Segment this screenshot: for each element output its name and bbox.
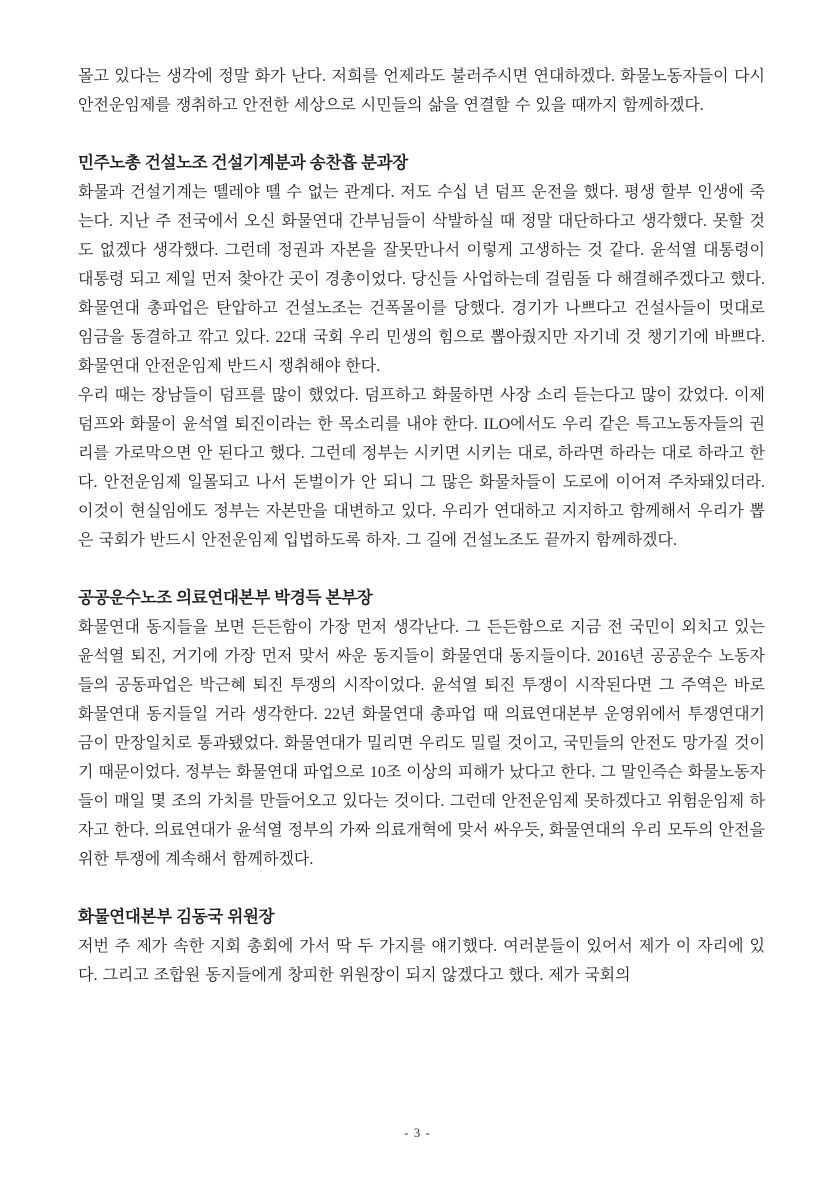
section-heading: 화물연대본부 김동국 위원장 [78,908,275,926]
continuation-paragraph: 몰고 있다는 생각에 정말 화가 난다. 저희를 언제라도 불러주시면 연대하겠다. 화물노동자들이 다시 안전운임제를 쟁취하고 안전한 세상으로 시민들의 삶을 연결할 수 있을 때까지 함께하겠다. [78,68,765,114]
section-paragraph: 우리 때는 장남들이 덤프를 많이 했었다. 덤프하고 화물하면 사장 소리 듣는다고 많이 갔었다. 이제 덤프와 화물이 윤석열 퇴진이라는 한 목소리를 내야 한다. ILO에서도 우리 같은 특고노동자들의 권리를 가로막으면 안 된다고 했다. 그런데 정부는 시키면 시키는 대로, 하라면 하라는 대로 하라고 한다. 안전운임제 일몰되고 나서 돈벌이가 안 되니 그 많은 화물차들이 도로에 이어져 주차돼있더라. 이것이 현실임에도 정부는 자본만을 대변하고 있다. 우리가 연대하고 지지하고 함께해서 우리가 뽑은 국회가 반드시 안전운임제 입법하도록 하자. 그 길에 건설노조도 끝까지 함께하겠다. [78,387,765,549]
section-cargo-union-chairman [78,903,765,990]
section-heading: 공공운수노조 의료연대본부 박경득 본부장 [78,589,373,607]
section-construction-machinery [78,149,765,555]
section-paragraph: 저번 주 제가 속한 지회 총회에 가서 딱 두 가지를 얘기했다. 여러분들이 있어서 제가 이 자리에 있다. 그리고 조합원 동지들에게 창피한 위원장이 되지 않겠다고 했다. 제가 국회의 [78,938,765,984]
document-body [78,62,765,990]
section-heading: 민주노총 건설노조 건설기계분과 송찬흡 분과장 [78,154,408,172]
page-number: - 3 - [404,1125,431,1140]
section-medical-solidarity [78,584,765,874]
section-paragraph: 화물과 건설기계는 뗄레야 뗄 수 없는 관계다. 저도 수십 년 덤프 운전을 했다. 평생 할부 인생에 죽는다. 지난 주 전국에서 오신 화물연대 간부님들이 삭발하실 때 정말 대단하다고 생각했다. 못할 것도 없겠다 생각했다. 그런데 정권과 자본을 잘못만나서 이렇게 고생하는 것 같다. 윤석열 대통령이 대통령 되고 제일 먼저 찾아간 곳이 경총이었다. 당신들 사업하는데 걸림돌 다 해결해주겠다고 했다. 화물연대 총파업은 탄압하고 건설노조는 건폭몰이를 당했다. 경기가 나쁘다고 건설사들이 멋대로 임금을 동결하고 깎고 있다. 22대 국회 우리 민생의 힘으로 뽑아줬지만 자기네 것 챙기기에 바쁘다. 화물연대 안전운임제 반드시 쟁취해야 한다. [78,184,765,375]
section-paragraph: 화물연대 동지들을 보면 든든함이 가장 먼저 생각난다. 그 든든함으로 지금 전 국민이 외치고 있는 윤석열 퇴진, 거기에 가장 먼저 맞서 싸운 동지들이 화물연대 동지들이다. 2016년 공공운수 노동자들의 공동파업은 박근혜 퇴진 투쟁의 시작이었다. 윤석열 퇴진 투쟁이 시작된다면 그 주역은 바로 화물연대 동지들일 거라 생각한다. 22년 화물연대 총파업 때 의료연대본부 운영위에서 투쟁연대기금이 만장일치로 통과됐었다. 화물연대가 밀리면 우리도 밀릴 것이고, 국민들의 안전도 망가질 것이기 때문이었다. 정부는 화물연대 파업으로 10조 이상의 피해가 났다고 한다. 그 말인즉슨 화물노동자들이 매일 몇 조의 가치를 만들어오고 있다는 것이다. 그런데 안전운임제 못하겠다고 위험운임제 하자고 한다. 의료연대가 윤석열 정부의 가짜 의료개혁에 맞서 싸우듯, 화물연대의 우리 모두의 안전을 위한 투쟁에 계속해서 함께하겠다. [78,619,765,868]
